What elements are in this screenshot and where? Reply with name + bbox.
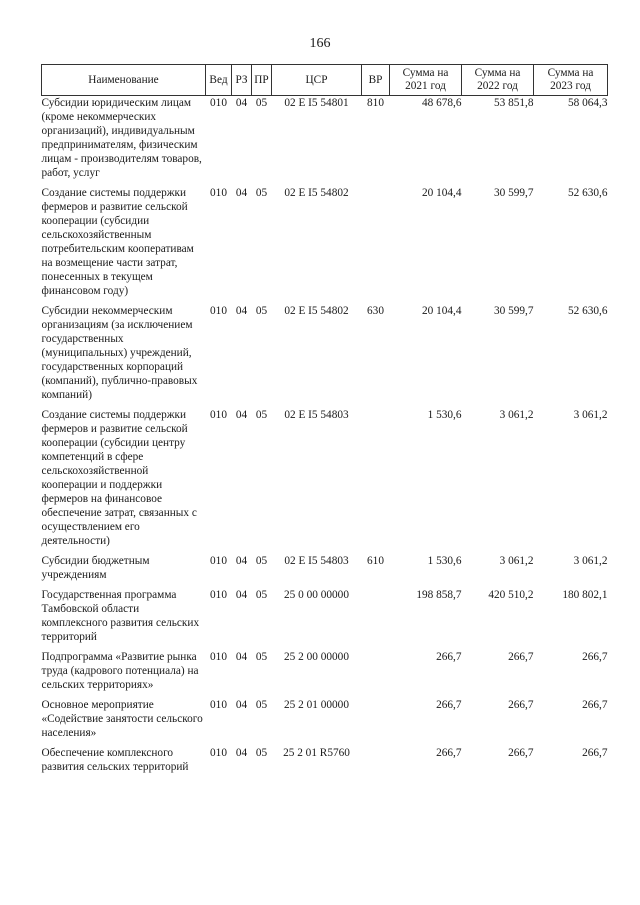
row-csr: 02 E I5 54802 [284, 305, 349, 317]
row-rz: 04 [235, 651, 248, 663]
row-vr [362, 588, 390, 650]
header-vr: ВР [362, 65, 390, 96]
table-row [42, 304, 608, 408]
row-pr: 05 [255, 699, 268, 711]
row-sum-2021: 1 530,6 [427, 409, 462, 421]
row-csr: 02 E I5 54803 [284, 555, 349, 567]
header-ved: Вед [206, 65, 232, 96]
page-number: 166 [309, 36, 331, 51]
row-ved: 010 [210, 555, 227, 567]
row-sum-2021: 48 678,6 [421, 97, 462, 109]
row-sum-2022: 420 510,2 [488, 589, 534, 601]
row-name: Создание системы поддержки фермеров и развитие сельской кооперации (субсидии сельскохозяйственным потребительским кооперативам на возмещение части затрат, понесенных в текущем финансовом году) [41, 187, 194, 297]
row-sum-2023: 52 630,6 [567, 187, 608, 199]
row-ved: 010 [210, 747, 227, 759]
row-name: Создание системы поддержки фермеров и развитие сельской кооперации (субсидии центру компетенций в сфере сельскохозяйственной кооперации и поддержки фермеров на финансовое обеспечение затрат, связанных с осуществлением его деятельности) [41, 409, 197, 547]
row-pr: 05 [255, 97, 268, 109]
header-sum-2021: Сумма на 2021 год [390, 65, 462, 96]
header-name: Наименование [42, 65, 206, 96]
row-pr: 05 [255, 409, 268, 421]
row-sum-2022: 266,7 [508, 699, 534, 711]
row-ved: 010 [210, 305, 227, 317]
table-row [42, 746, 608, 780]
row-sum-2023: 58 064,3 [567, 97, 608, 109]
row-vr [362, 650, 390, 698]
budget-table [41, 64, 608, 780]
row-sum-2022: 30 599,7 [493, 305, 534, 317]
row-sum-2021: 20 104,4 [421, 305, 462, 317]
row-rz: 04 [235, 305, 248, 317]
row-name: Субсидии бюджетным учреждениям [41, 555, 150, 581]
row-sum-2023: 3 061,2 [573, 555, 608, 567]
row-pr: 05 [255, 651, 268, 663]
header-pr: ПР [252, 65, 272, 96]
row-sum-2023: 3 061,2 [573, 409, 608, 421]
row-sum-2023: 180 802,1 [562, 589, 608, 601]
row-pr: 05 [255, 555, 268, 567]
row-name: Субсидии некоммерческим организациям (за исключением государственных (муниципальных) учреждений, государственных корпораций (компаний), публично-правовых компаний) [41, 305, 198, 401]
row-rz: 04 [235, 97, 248, 109]
row-vr: 610 [367, 555, 384, 567]
row-vr [362, 408, 390, 554]
row-sum-2023: 52 630,6 [567, 305, 608, 317]
row-ved: 010 [210, 409, 227, 421]
table-row [42, 650, 608, 698]
row-csr: 25 2 01 R5760 [283, 747, 350, 759]
header-rz: РЗ [232, 65, 252, 96]
row-vr: 630 [367, 305, 384, 317]
row-sum-2023: 266,7 [582, 747, 608, 759]
row-rz: 04 [235, 409, 248, 421]
table-row [42, 698, 608, 746]
row-rz: 04 [235, 589, 248, 601]
header-sum-2023: Сумма на 2023 год [534, 65, 608, 96]
table-body [42, 96, 608, 781]
row-sum-2021: 266,7 [436, 699, 462, 711]
row-ved: 010 [210, 651, 227, 663]
table-row [42, 588, 608, 650]
row-vr: 810 [367, 97, 384, 109]
row-sum-2023: 266,7 [582, 699, 608, 711]
row-sum-2023: 266,7 [582, 651, 608, 663]
row-csr: 25 2 00 00000 [284, 651, 349, 663]
row-rz: 04 [235, 555, 248, 567]
row-pr: 05 [255, 305, 268, 317]
row-sum-2021: 1 530,6 [427, 555, 462, 567]
row-sum-2022: 266,7 [508, 651, 534, 663]
row-csr: 02 E I5 54802 [284, 187, 349, 199]
row-csr: 25 2 01 00000 [284, 699, 349, 711]
row-sum-2022: 30 599,7 [493, 187, 534, 199]
row-rz: 04 [235, 747, 248, 759]
row-name: Государственная программа Тамбовской области комплексного развития сельских территорий [41, 589, 200, 643]
table-row [42, 554, 608, 588]
row-ved: 010 [210, 187, 227, 199]
row-vr [362, 186, 390, 304]
header-csr: ЦСР [272, 65, 362, 96]
row-pr: 05 [255, 589, 268, 601]
row-rz: 04 [235, 187, 248, 199]
row-pr: 05 [255, 187, 268, 199]
table-header [42, 65, 608, 96]
header-sum-2022: Сумма на 2022 год [462, 65, 534, 96]
table-row [42, 408, 608, 554]
row-ved: 010 [210, 97, 227, 109]
row-pr: 05 [255, 747, 268, 759]
row-csr: 02 E I5 54803 [284, 409, 349, 421]
row-ved: 010 [210, 699, 227, 711]
row-name: Подпрограмма «Развитие рынка труда (кадрового потенциала) на сельских территориях» [41, 651, 199, 691]
row-name: Обеспечение комплексного развития сельских территорий [41, 747, 189, 773]
row-sum-2021: 20 104,4 [421, 187, 462, 199]
row-sum-2022: 53 851,8 [493, 97, 534, 109]
row-sum-2021: 198 858,7 [416, 589, 462, 601]
table-row [42, 96, 608, 187]
row-vr [362, 698, 390, 746]
row-sum-2021: 266,7 [436, 651, 462, 663]
row-name: Основное мероприятие «Содействие занятости сельского населения» [41, 699, 203, 739]
row-rz: 04 [235, 699, 248, 711]
row-csr: 02 E I5 54801 [284, 97, 349, 109]
row-csr: 25 0 00 00000 [284, 589, 349, 601]
row-vr [362, 746, 390, 780]
row-sum-2021: 266,7 [436, 747, 462, 759]
row-sum-2022: 3 061,2 [499, 409, 534, 421]
row-name: Субсидии юридическим лицам (кроме некоммерческих организаций), индивидуальным предпринимателям, физическим лицам - производителям товаров, работ, услуг [41, 97, 202, 179]
row-sum-2022: 266,7 [508, 747, 534, 759]
row-ved: 010 [210, 589, 227, 601]
row-sum-2022: 3 061,2 [499, 555, 534, 567]
table-row [42, 186, 608, 304]
